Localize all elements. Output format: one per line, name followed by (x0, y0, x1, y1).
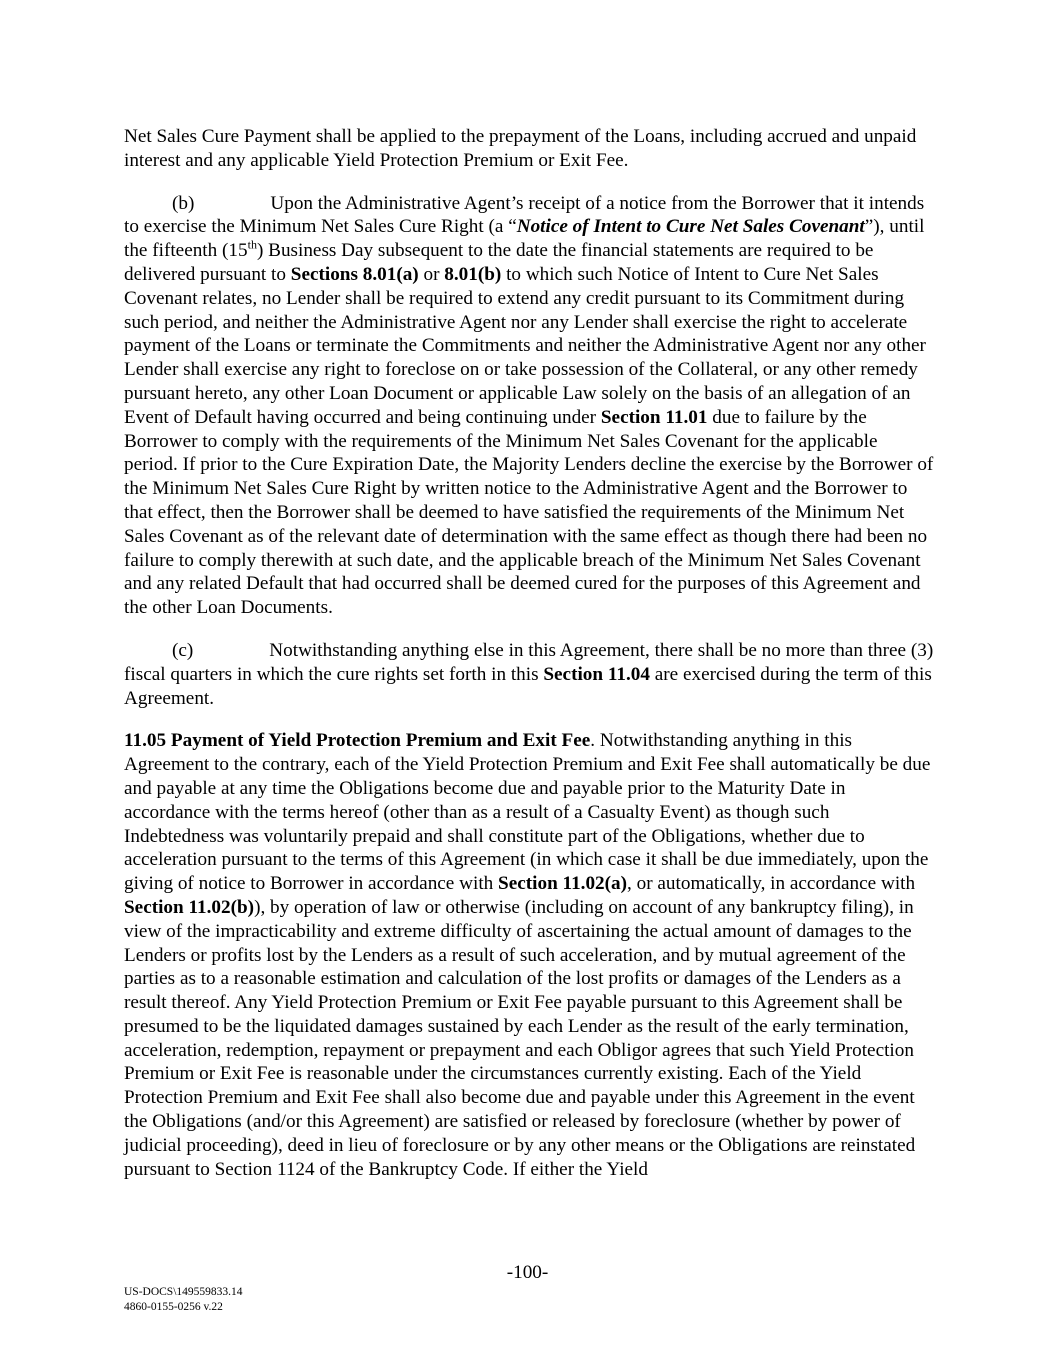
page-body (124, 125, 934, 1181)
paragraph-c: (c) Notwithstanding anything else in this Agreement, there shall be no more than three (3) fiscal quarters in which the cure rights set forth in this Section 11.04 are exercised during the term of this Agreement. (124, 639, 934, 709)
footer-version: 4860-0155-0256 v.22 (124, 1300, 223, 1313)
document-footer (124, 1285, 243, 1314)
section-reference: Section 11.01 (600, 406, 708, 428)
section-11-05: 11.05 Payment of Yield Protection Premium and Exit Fee. Notwithstanding anything in this Agreement to the contrary, each of the Yield Protection Premium and Exit Fee shall automatically be due and payable at any time the Obligations become due and payable prior to the Maturity Date in accordance with the terms hereof (other than as a result of a Casualty Event) as though such Indebtedness was voluntarily prepaid and shall constitute part of the Obligations, whether due to acceleration pursuant to the terms of this Agreement (in which case it shall be due immediately, upon the giving of notice to Borrower in accordance with Section 11.02(a), or automatically, in accordance with Section 11.02(b)), by operation of law or otherwise (including on account of any bankruptcy filing), in view of the impracticability and extreme difficulty of ascertaining the actual amount of damages to the Lenders or profits lost by the Lenders as a result of such acceleration, and by mutual agreement of the parties as to a reasonable estimation and calculation of the lost profits or damages of the Lenders as a result thereof. Any Yield Protection Premium or Exit Fee payable pursuant to this Agreement shall be presumed to be the liquidated damages sustained by each Lender as the result of the early termination, acceleration, redemption, repayment or prepayment and each Obligor agrees that such Yield Protection Premium or Exit Fee is reasonable under the circumstances currently existing. Each of the Yield Protection Premium and Exit Fee shall also become due and payable under this Agreement in the event the Obligations (and/or this Agreement) are satisfied or released by foreclosure (whether by power of judicial proceeding), deed in lieu of foreclosure or by any other means or the Obligations are reinstated pursuant to Section 1124 of the Bankruptcy Code. If either the Yield (124, 730, 931, 1180)
defined-term: Notice of Intent to Cure Net Sales Covenant (516, 216, 865, 238)
section-reference: 8.01(b) (444, 263, 502, 285)
paragraph-continuation (124, 125, 934, 173)
section-reference: Section 11.02(b) (124, 896, 255, 918)
paragraph-continuation-text: Net Sales Cure Payment shall be applied to the prepayment of the Loans, including accrued and unpaid interest and any applicable Yield Protection Premium or Exit Fee. (124, 126, 917, 171)
paragraph-b: (b) Upon the Administrative Agent’s receipt of a notice from the Borrower that it intends to exercise the Minimum Net Sales Cure Right (a “Notice of Intent to Cure Net Sales Covenant”), until the fifteenth (15th) Business Day subsequent to the date the financial statements are required to be delivered pursuant to Sections 8.01(a) or 8.01(b) to which such Notice of Intent to Cure Net Sales Covenant relates, no Lender shall be required to extend any credit pursuant to its Commitment during such period, and neither the Administrative Agent nor any Lender shall exercise the right to accelerate payment of the Loans or terminate the Commitments and neither the Administrative Agent nor any other Lender shall exercise any right to foreclose on or take possession of the Collateral, or any other remedy pursuant hereto, any other Loan Document or applicable Law solely on the basis of an allegation of an Event of Default having occurred and being continuing under Section 11.01 due to failure by the Borrower to comply with the requirements of the Minimum Net Sales Covenant for the applicable period. If prior to the Cure Expiration Date, the Majority Lenders decline the exercise by the Borrower of the Minimum Net Sales Cure Right by written notice to the Administrative Agent and the Borrower to that effect, then the Borrower shall be deemed to have satisfied the requirements of the Minimum Net Sales Covenant as of the relevant date of determination with the same effect as though there had been no failure to comply therewith at such date, and the applicable breach of the Minimum Net Sales Covenant and any related Default that had occurred shall be deemed cured for the purposes of this Agreement and the other Loan Documents. (124, 192, 934, 619)
section-reference: Section 11.02(a) (498, 873, 628, 895)
footer-doc-id: US-DOCS\149559833.14 (124, 1286, 243, 1298)
page-number: -100- (506, 1262, 549, 1283)
section-heading: 11.05 Payment of Yield Protection Premium and Exit Fee (124, 730, 591, 752)
section-reference: Sections 8.01(a) (290, 263, 419, 285)
section-reference: Section 11.04 (543, 663, 650, 685)
paragraph-c-label: (c) (172, 639, 194, 661)
paragraph-b-label: (b) (172, 192, 195, 214)
ordinal-superscript: th (247, 237, 257, 252)
